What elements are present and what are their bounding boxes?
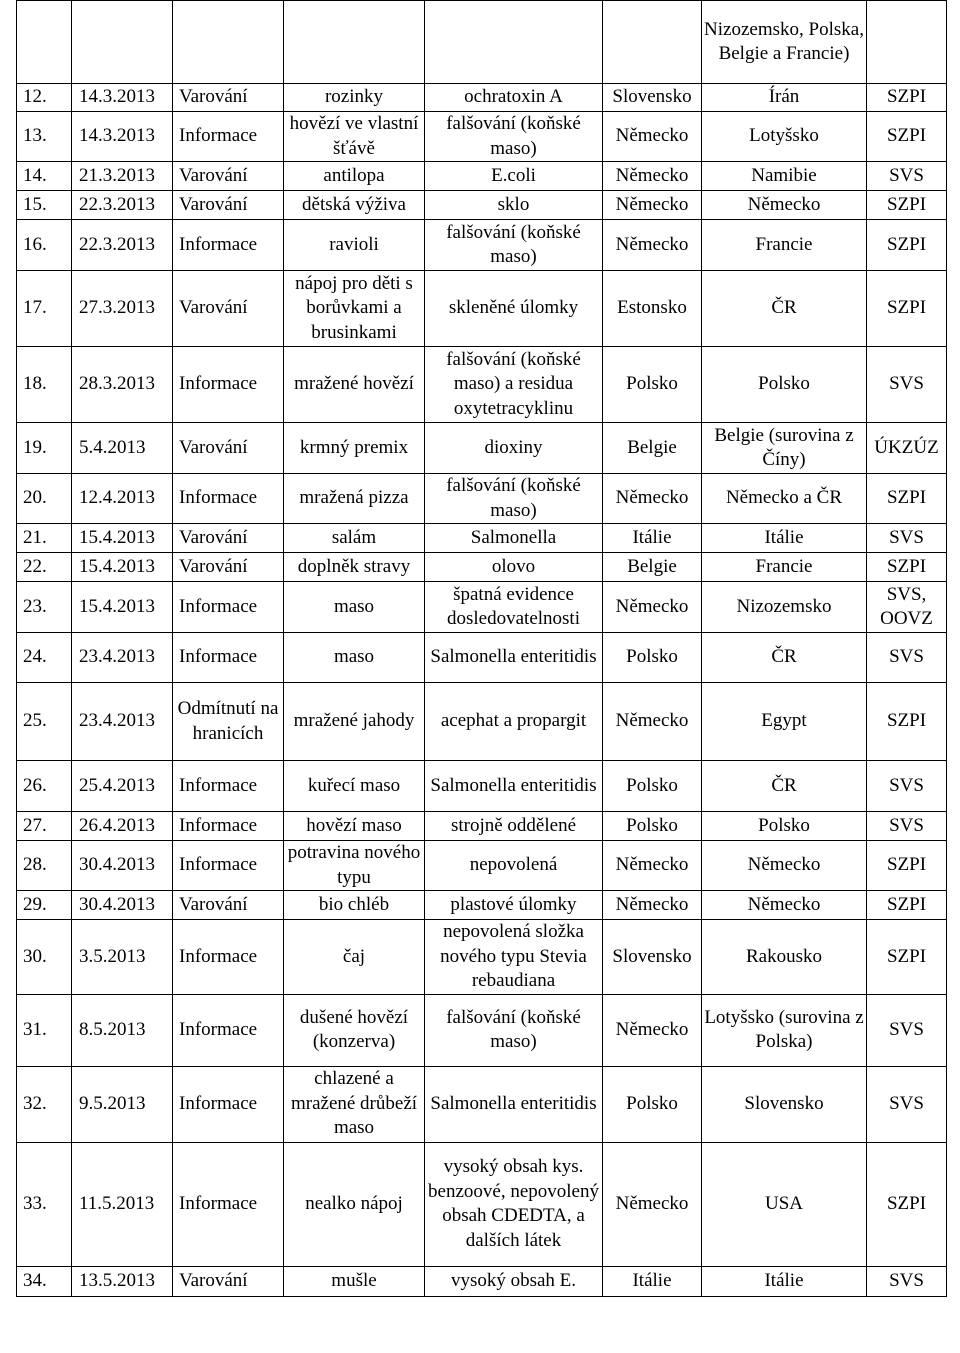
table-body [17,1,947,1297]
type-cell: Informace [173,474,284,524]
num-cell: 14. [17,162,72,191]
hazard-cell: E.coli [425,162,603,191]
origin-cell: Slovensko [603,920,702,995]
origin-cell: Itálie [603,524,702,553]
type-cell: Odmítnutí na hranicích [173,683,284,761]
type-cell: Informace [173,582,284,633]
origin-cell: Slovensko [603,84,702,112]
table-row [17,920,947,995]
hazard-cell: Salmonella [425,524,603,553]
distribution-cell-fragment: Nizozemsko, Polska, Belgie a Francie) [702,1,867,84]
distribution-cell: Egypt [702,683,867,761]
date-cell: 15.4.2013 [72,524,173,553]
date-cell: 12.4.2013 [72,474,173,524]
hazard-cell: Salmonella enteritidis [425,1066,603,1142]
table-row [17,347,947,423]
product-cell: bio chléb [284,891,425,920]
date-cell: 5.4.2013 [72,423,173,474]
date-cell: 14.3.2013 [72,112,173,162]
distribution-cell: Itálie [702,524,867,553]
date-cell: 8.5.2013 [72,994,173,1066]
num-cell: 30. [17,920,72,995]
authority-cell: SVS [867,162,947,191]
product-cell: chlazené a mražené drůbeží maso [284,1066,425,1142]
table-row [17,812,947,841]
authority-cell: SVS [867,1266,947,1296]
type-cell: Varování [173,423,284,474]
type-cell: Informace [173,812,284,841]
authority-cell: ÚKZÚZ [867,423,947,474]
hazard-cell: falšování (koňské maso) [425,220,603,271]
origin-cell: Německo [603,994,702,1066]
date-cell: 30.4.2013 [72,841,173,891]
distribution-cell: Lotyšsko [702,112,867,162]
hazard-cell: falšování (koňské maso) [425,474,603,524]
authority-cell: SVS [867,633,947,683]
product-cell: mražené hovězí [284,347,425,423]
distribution-cell: Namibie [702,162,867,191]
product-cell: kuřecí maso [284,761,425,812]
type-cell: Informace [173,761,284,812]
num-cell: 22. [17,553,72,582]
product-cell: dušené hovězí (konzerva) [284,994,425,1066]
hazard-cell: Salmonella enteritidis [425,633,603,683]
table-row [17,891,947,920]
date-cell: 14.3.2013 [72,84,173,112]
table-row [17,524,947,553]
table-row [17,1266,947,1296]
hazard-cell: plastové úlomky [425,891,603,920]
table-row [17,112,947,162]
origin-cell: Polsko [603,633,702,683]
distribution-cell: Belgie (surovina z Číny) [702,423,867,474]
origin-cell: Německo [603,112,702,162]
num-cell: 12. [17,84,72,112]
table-row [17,994,947,1066]
distribution-cell: ČR [702,633,867,683]
hazard-cell: vysoký obsah E. [425,1266,603,1296]
table-row [17,553,947,582]
authority-cell: SVS, OOVZ [867,582,947,633]
type-cell: Informace [173,841,284,891]
num-cell: 25. [17,683,72,761]
type-cell: Varování [173,271,284,347]
table-row [17,84,947,112]
product-cell: dětská výživa [284,191,425,220]
product-cell: doplněk stravy [284,553,425,582]
hazard-cell: Salmonella enteritidis [425,761,603,812]
distribution-cell: Rakousko [702,920,867,995]
authority-cell: SVS [867,994,947,1066]
product-cell: salám [284,524,425,553]
authority-cell: SZPI [867,553,947,582]
hazard-cell: sklo [425,191,603,220]
authority-cell: SZPI [867,920,947,995]
type-cell: Varování [173,191,284,220]
product-cell: rozinky [284,84,425,112]
authority-cell: SVS [867,1066,947,1142]
hazard-cell: skleněné úlomky [425,271,603,347]
product-cell: potravina nového typu [284,841,425,891]
date-cell: 22.3.2013 [72,191,173,220]
type-cell: Informace [173,1142,284,1266]
origin-cell: Polsko [603,1066,702,1142]
hazard-cell: ochratoxin A [425,84,603,112]
type-cell: Varování [173,1266,284,1296]
hazard-cell: falšování (koňské maso) a residua oxytetracyklinu [425,347,603,423]
date-cell: 21.3.2013 [72,162,173,191]
date-cell: 27.3.2013 [72,271,173,347]
type-cell: Varování [173,891,284,920]
product-cell: nealko nápoj [284,1142,425,1266]
num-cell: 28. [17,841,72,891]
distribution-cell: Nizozemsko [702,582,867,633]
num-cell: 21. [17,524,72,553]
origin-cell: Polsko [603,347,702,423]
table-row [17,191,947,220]
date-cell: 26.4.2013 [72,812,173,841]
hazard-cell: strojně oddělené [425,812,603,841]
product-cell: ravioli [284,220,425,271]
distribution-cell: Lotyšsko (surovina z Polska) [702,994,867,1066]
distribution-cell: Německo [702,891,867,920]
origin-cell: Německo [603,474,702,524]
num-cell: 13. [17,112,72,162]
type-cell: Informace [173,220,284,271]
table-row [17,841,947,891]
date-cell: 28.3.2013 [72,347,173,423]
hazard-cell: acephat a propargit [425,683,603,761]
date-cell: 22.3.2013 [72,220,173,271]
authority-cell: SZPI [867,191,947,220]
type-cell: Varování [173,162,284,191]
date-cell: 15.4.2013 [72,553,173,582]
origin-cell: Německo [603,683,702,761]
table-row [17,423,947,474]
table-row [17,162,947,191]
authority-cell: SVS [867,524,947,553]
distribution-cell: ČR [702,271,867,347]
date-cell: 9.5.2013 [72,1066,173,1142]
hazard-cell: nepovolená [425,841,603,891]
authority-cell: SZPI [867,683,947,761]
product-cell: maso [284,582,425,633]
num-cell: 23. [17,582,72,633]
type-cell: Informace [173,347,284,423]
date-cell: 23.4.2013 [72,633,173,683]
date-cell: 11.5.2013 [72,1142,173,1266]
distribution-cell: ČR [702,761,867,812]
distribution-cell: Německo [702,191,867,220]
num-cell: 24. [17,633,72,683]
product-cell: hovězí maso [284,812,425,841]
hazard-cell: falšování (koňské maso) [425,112,603,162]
origin-cell: Itálie [603,1266,702,1296]
num-cell: 15. [17,191,72,220]
product-cell: mušle [284,1266,425,1296]
authority-cell: SVS [867,812,947,841]
num-cell: 34. [17,1266,72,1296]
distribution-cell: Polsko [702,812,867,841]
authority-cell: SZPI [867,220,947,271]
num-cell: 19. [17,423,72,474]
table-row [17,683,947,761]
table-row-fragment [17,1,947,84]
date-cell: 23.4.2013 [72,683,173,761]
authority-cell: SZPI [867,84,947,112]
distribution-cell: Německo [702,841,867,891]
origin-cell: Německo [603,191,702,220]
authority-cell: SZPI [867,271,947,347]
authority-cell: SZPI [867,841,947,891]
type-cell: Informace [173,112,284,162]
authority-cell: SVS [867,761,947,812]
origin-cell: Německo [603,841,702,891]
table-row [17,761,947,812]
distribution-cell: Itálie [702,1266,867,1296]
date-cell: 15.4.2013 [72,582,173,633]
authority-cell: SZPI [867,1142,947,1266]
num-cell: 32. [17,1066,72,1142]
authority-cell: SZPI [867,474,947,524]
num-cell: 29. [17,891,72,920]
origin-cell: Německo [603,162,702,191]
date-cell: 30.4.2013 [72,891,173,920]
table-row [17,220,947,271]
product-cell: nápoj pro děti s borůvkami a brusinkami [284,271,425,347]
product-cell: krmný premix [284,423,425,474]
authority-cell: SZPI [867,891,947,920]
origin-cell: Belgie [603,553,702,582]
table-row [17,1066,947,1142]
product-cell: maso [284,633,425,683]
type-cell: Informace [173,633,284,683]
origin-cell: Německo [603,891,702,920]
origin-cell: Německo [603,220,702,271]
num-cell: 17. [17,271,72,347]
type-cell: Informace [173,1066,284,1142]
hazard-cell: falšování (koňské maso) [425,994,603,1066]
num-cell: 27. [17,812,72,841]
origin-cell: Belgie [603,423,702,474]
num-cell: 20. [17,474,72,524]
distribution-cell: Německo a ČR [702,474,867,524]
distribution-cell: USA [702,1142,867,1266]
rasff-table [16,0,947,1297]
type-cell: Informace [173,994,284,1066]
num-cell: 33. [17,1142,72,1266]
distribution-cell: Francie [702,220,867,271]
distribution-cell: Slovensko [702,1066,867,1142]
distribution-cell: Polsko [702,347,867,423]
authority-cell: SVS [867,347,947,423]
product-cell: mražené jahody [284,683,425,761]
product-cell: hovězí ve vlastní šťávě [284,112,425,162]
num-cell: 18. [17,347,72,423]
origin-cell: Německo [603,1142,702,1266]
origin-cell: Polsko [603,812,702,841]
hazard-cell: olovo [425,553,603,582]
product-cell: čaj [284,920,425,995]
date-cell: 25.4.2013 [72,761,173,812]
origin-cell: Estonsko [603,271,702,347]
table-row [17,271,947,347]
date-cell: 3.5.2013 [72,920,173,995]
distribution-cell: Francie [702,553,867,582]
distribution-cell: Írán [702,84,867,112]
hazard-cell: špatná evidence dosledovatelnosti [425,582,603,633]
hazard-cell: dioxiny [425,423,603,474]
type-cell: Informace [173,920,284,995]
hazard-cell: nepovolená složka nového typu Stevia rebaudiana [425,920,603,995]
num-cell: 26. [17,761,72,812]
table-row [17,633,947,683]
authority-cell: SZPI [867,112,947,162]
table-row [17,474,947,524]
origin-cell: Německo [603,582,702,633]
table-row [17,1142,947,1266]
table-row [17,582,947,633]
date-cell: 13.5.2013 [72,1266,173,1296]
type-cell: Varování [173,524,284,553]
type-cell: Varování [173,84,284,112]
type-cell: Varování [173,553,284,582]
num-cell: 16. [17,220,72,271]
hazard-cell: vysoký obsah kys. benzoové, nepovolený obsah CDEDTA, a dalších látek [425,1142,603,1266]
num-cell: 31. [17,994,72,1066]
origin-cell: Polsko [603,761,702,812]
product-cell: mražená pizza [284,474,425,524]
product-cell: antilopa [284,162,425,191]
